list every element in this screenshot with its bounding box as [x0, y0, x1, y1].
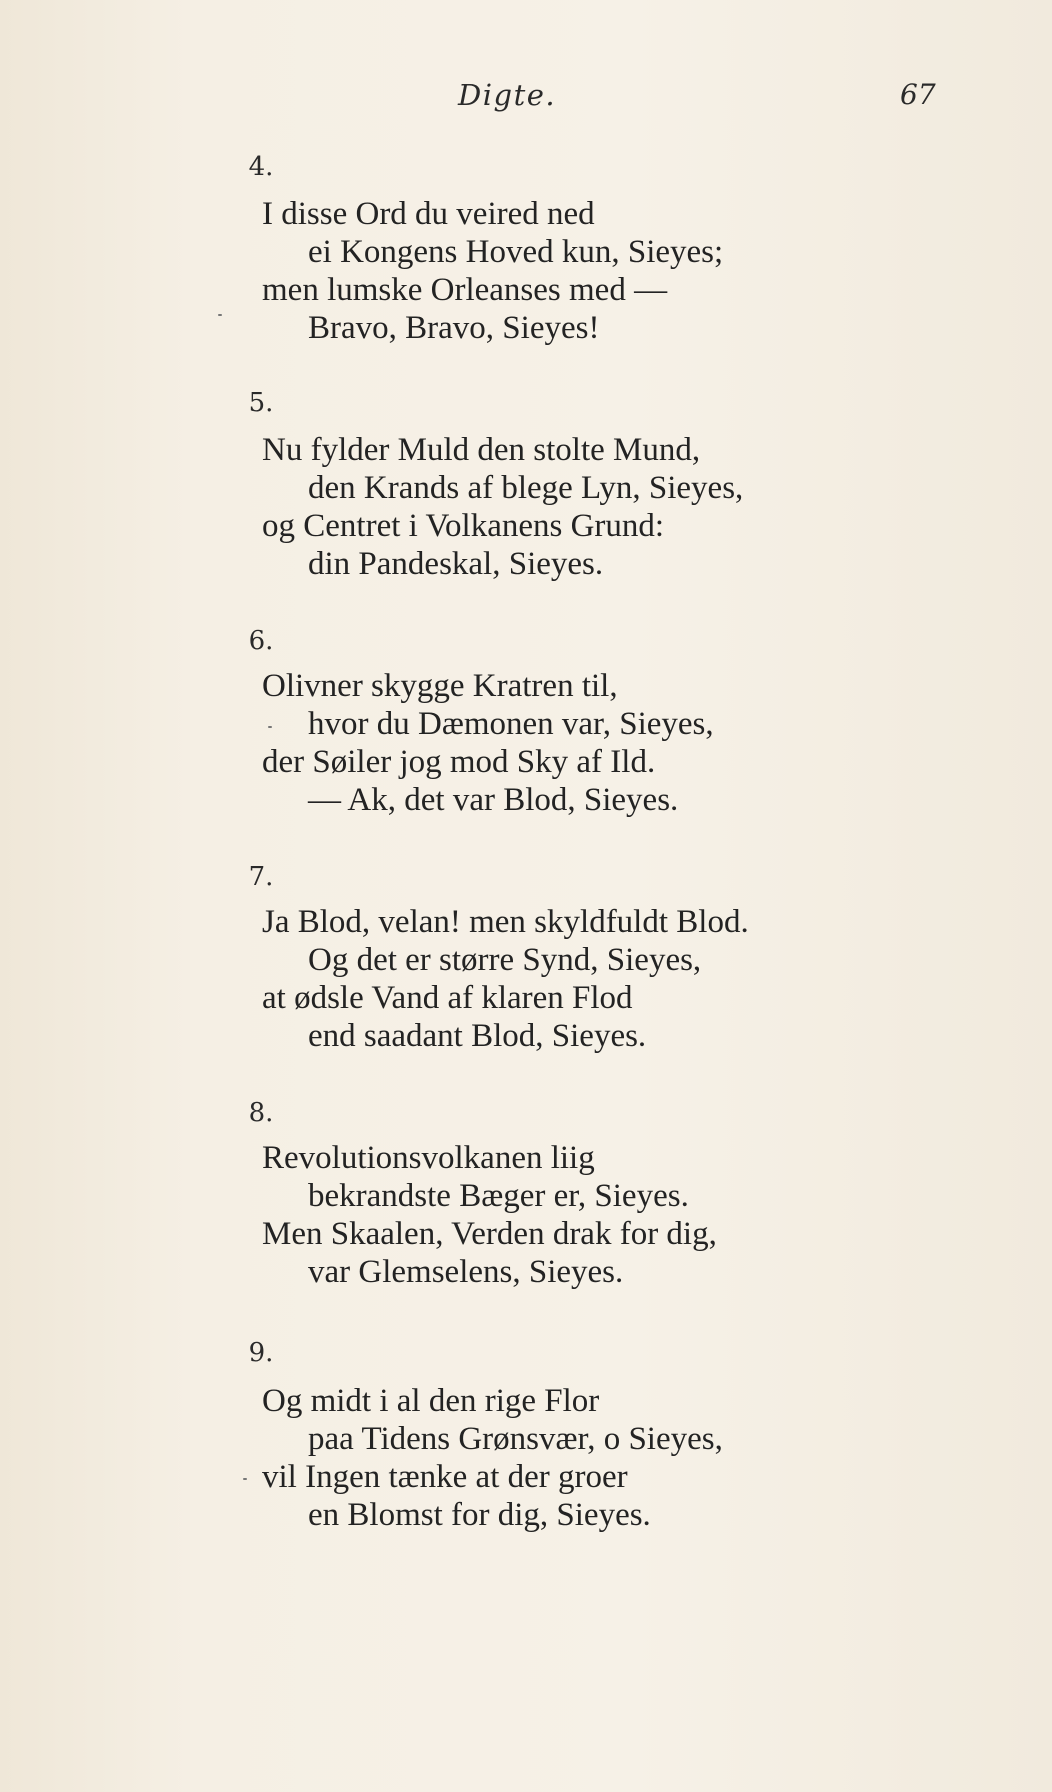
verse-line: paa Tidens Grønsvær, o Sieyes, [308, 1421, 723, 1457]
stanza-number: 7. [248, 862, 274, 892]
running-title: Digte. [458, 78, 557, 112]
verse-line: ei Kongens Hoved kun, Sieyes; [308, 234, 724, 270]
verse-line: en Blomst for dig, Sieyes. [308, 1497, 651, 1533]
verse-line: og Centret i Volkanens Grund: [262, 508, 665, 544]
verse-line: din Pandeskal, Sieyes. [308, 546, 604, 582]
verse-line: Revolutionsvolkanen liig [262, 1140, 595, 1176]
verse-line: Nu fylder Muld den stolte Mund, [262, 432, 701, 468]
stanza [262, 431, 782, 583]
print-speck [218, 314, 222, 316]
verse-line: Ja Blod, velan! men skyldfuldt Blod. [262, 904, 749, 940]
verse-line: den Krands af blege Lyn, Sieyes, [308, 470, 744, 506]
stanza [262, 903, 782, 1055]
verse-line: var Glemselens, Sieyes. [308, 1254, 624, 1290]
print-speck [268, 726, 272, 728]
verse-line: Og det er større Synd, Sieyes, [308, 942, 702, 978]
print-speck [243, 1478, 247, 1480]
verse-line: Bravo, Bravo, Sieyes! [308, 310, 600, 346]
verse-line: Olivner skygge Kratren til, [262, 668, 618, 704]
verse-line: at ødsle Vand af klaren Flod [262, 980, 633, 1016]
page-number: 67 [900, 78, 936, 111]
verse-line: — Ak, det var Blod, Sieyes. [308, 782, 679, 818]
verse-line: bekrandste Bæger er, Sieyes. [308, 1178, 689, 1214]
verse-line: men lumske Orleanses med — [262, 272, 668, 308]
verse-line: der Søiler jog mod Sky af Ild. [262, 744, 656, 780]
stanza [262, 667, 782, 819]
verse-line: Og midt i al den rige Flor [262, 1383, 600, 1419]
verse-line: Men Skaalen, Verden drak for dig, [262, 1216, 717, 1252]
stanza-number: 9. [248, 1338, 274, 1368]
stanza [262, 1139, 782, 1291]
verse-line: vil Ingen tænke at der groer [262, 1459, 628, 1495]
stanza [262, 195, 782, 347]
verse-line: I disse Ord du veired ned [262, 196, 595, 232]
verse-line: end saadant Blod, Sieyes. [308, 1018, 647, 1054]
verse-line: hvor du Dæmonen var, Sieyes, [308, 706, 714, 742]
stanza-number: 4. [248, 152, 274, 182]
stanza-number: 8. [248, 1098, 274, 1128]
stanza [262, 1382, 782, 1534]
stanza-number: 5. [248, 388, 274, 418]
stanza-number: 6. [248, 626, 274, 656]
running-head [0, 78, 1052, 118]
